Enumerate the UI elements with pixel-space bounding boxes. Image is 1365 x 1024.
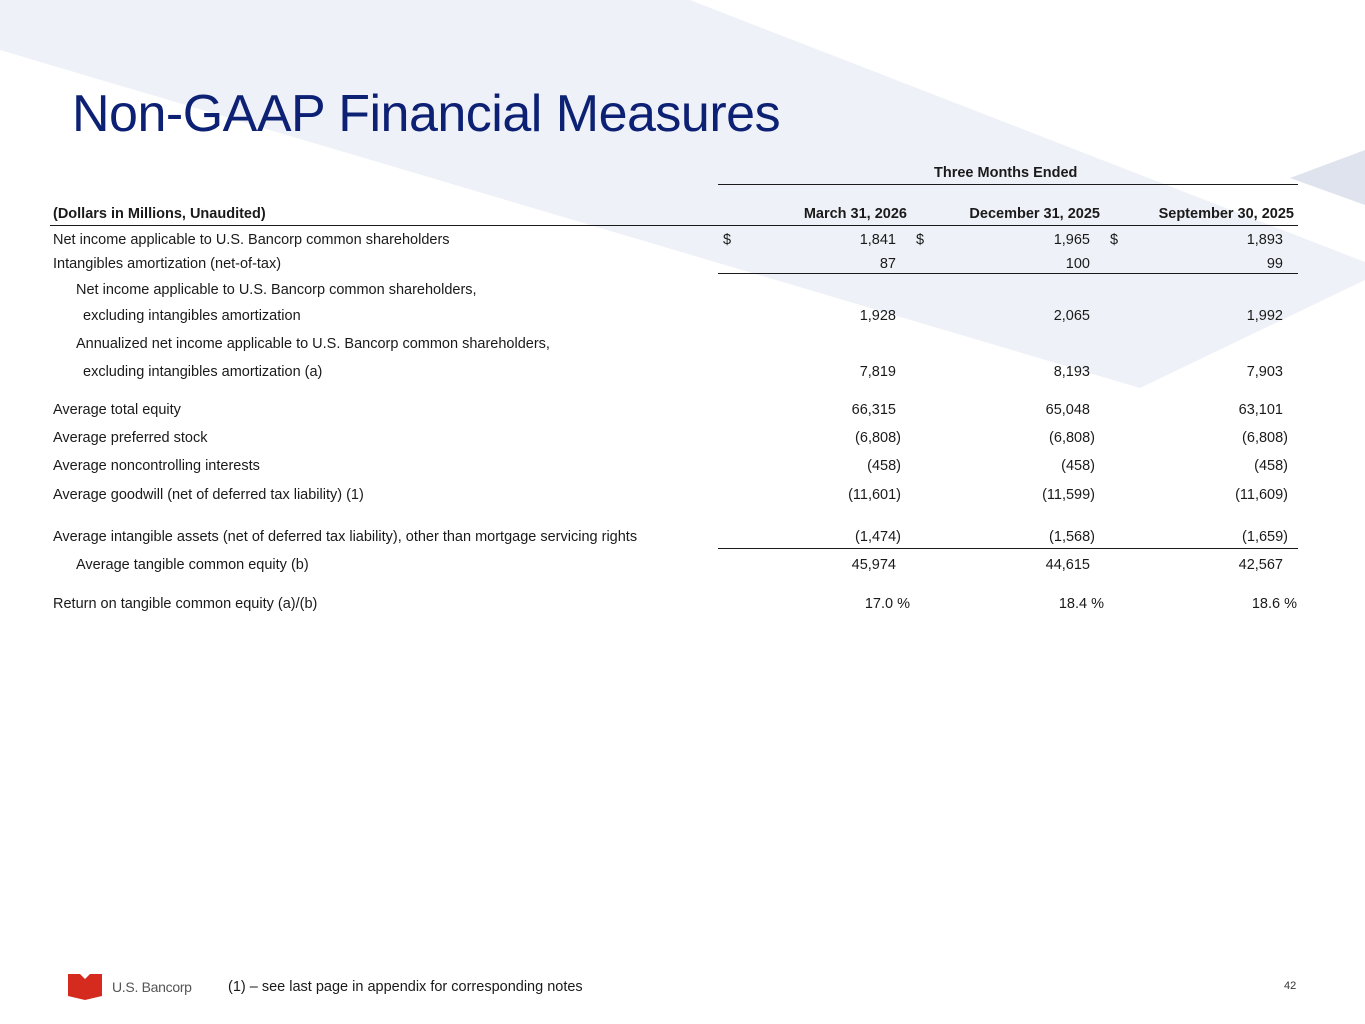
page-number: 42: [1284, 980, 1297, 992]
cell-net-income-excl-mar-2026: 1,928: [859, 308, 896, 324]
cell-avg-total-equity-mar-2026: 66,315: [851, 402, 896, 418]
cell-avg-noncontrolling-dec-2025: (458): [1061, 458, 1095, 474]
cell-avg-noncontrolling-sep-2025: (458): [1254, 458, 1288, 474]
logo-text: U.S. Bancorp: [112, 979, 192, 995]
cell-avg-preferred-dec-2025: (6,808): [1049, 430, 1095, 446]
cell-avg-noncontrolling-mar-2026: (458): [867, 458, 901, 474]
cell-avg-preferred-mar-2026: (6,808): [855, 430, 901, 446]
cell-annualized-sep-2025: 7,903: [1246, 364, 1283, 380]
cell-rotce-mar-2026: 17.0 %: [864, 596, 910, 612]
cell-net-income-mar-2026: 1,841: [859, 232, 896, 248]
cell-annualized-dec-2025: 8,193: [1053, 364, 1090, 380]
cell-avg-intangibles-mar-2026: (1,474): [855, 529, 901, 545]
header-rule: [50, 225, 1298, 226]
group-header: Three Months Ended: [934, 165, 1078, 181]
row-label-avg-total-equity: Average total equity: [53, 402, 181, 418]
row-label-avg-preferred: Average preferred stock: [53, 430, 208, 446]
cell-net-income-dec-2025: 1,965: [1053, 232, 1090, 248]
subtotal-rule: [718, 548, 1298, 549]
cell-avg-tangible-sep-2025: 42,567: [1238, 557, 1283, 573]
footnote: (1) – see last page in appendix for corresponding notes: [228, 979, 583, 995]
cell-intangibles-sep-2025: 99: [1266, 256, 1283, 272]
row-label-net-income-excl-line2: excluding intangibles amortization: [83, 308, 301, 324]
cell-intangibles-dec-2025: 100: [1065, 256, 1090, 272]
row-label-annualized-line2: excluding intangibles amortization (a): [83, 364, 323, 380]
cell-intangibles-mar-2026: 87: [879, 256, 896, 272]
column-header-dec-2025: December 31, 2025: [969, 206, 1100, 222]
row-label-intangibles-amortization: Intangibles amortization (net-of-tax): [53, 256, 282, 272]
column-header-mar-2026: March 31, 2026: [803, 206, 907, 222]
row-label-avg-intangibles: Average intangible assets (net of deferred tax liability), other than mortgage servicing rights: [53, 529, 638, 545]
cell-avg-total-equity-dec-2025: 65,048: [1045, 402, 1090, 418]
row-label-avg-tangible: Average tangible common equity (b): [76, 557, 309, 573]
us-bancorp-logo: [66, 972, 192, 1002]
cell-net-income-excl-dec-2025: 2,065: [1053, 308, 1090, 324]
cell-net-income-excl-sep-2025: 1,992: [1246, 308, 1283, 324]
cell-annualized-mar-2026: 7,819: [859, 364, 896, 380]
currency-symbol: $: [1110, 232, 1119, 248]
cell-avg-goodwill-mar-2026: (11,601): [848, 487, 901, 503]
row-label-avg-noncontrolling: Average noncontrolling interests: [53, 458, 260, 474]
cell-avg-total-equity-sep-2025: 63,101: [1238, 402, 1283, 418]
cell-avg-preferred-sep-2025: (6,808): [1242, 430, 1288, 446]
cell-avg-tangible-mar-2026: 45,974: [851, 557, 896, 573]
page-title: Non-GAAP Financial Measures: [72, 85, 781, 143]
stub-header: (Dollars in Millions, Unaudited): [53, 206, 266, 222]
shield-logo-icon: [66, 972, 104, 1002]
column-header-sep-2025: September 30, 2025: [1158, 206, 1294, 222]
row-label-avg-goodwill: Average goodwill (net of deferred tax liability) (1): [53, 487, 364, 503]
currency-symbol: $: [723, 232, 732, 248]
cell-avg-tangible-dec-2025: 44,615: [1045, 557, 1090, 573]
row-label-net-income-excl-line1: Net income applicable to U.S. Bancorp common shareholders,: [76, 282, 477, 298]
background-shape-large: [0, 0, 1365, 388]
cell-avg-intangibles-dec-2025: (1,568): [1049, 529, 1095, 545]
cell-rotce-sep-2025: 18.6 %: [1251, 596, 1297, 612]
row-label-annualized-line1: Annualized net income applicable to U.S. Bancorp common shareholders,: [76, 336, 550, 352]
cell-avg-intangibles-sep-2025: (1,659): [1242, 529, 1288, 545]
group-header-rule: [718, 184, 1298, 185]
subtotal-rule: [718, 273, 1298, 274]
currency-symbol: $: [916, 232, 925, 248]
background-shape-accent: [1290, 150, 1365, 205]
row-label-net-income: Net income applicable to U.S. Bancorp common shareholders: [53, 232, 450, 248]
cell-rotce-dec-2025: 18.4 %: [1058, 596, 1104, 612]
cell-avg-goodwill-sep-2025: (11,609): [1235, 487, 1288, 503]
row-label-rotce: Return on tangible common equity (a)/(b): [53, 596, 318, 612]
cell-net-income-sep-2025: 1,893: [1246, 232, 1283, 248]
cell-avg-goodwill-dec-2025: (11,599): [1042, 487, 1095, 503]
